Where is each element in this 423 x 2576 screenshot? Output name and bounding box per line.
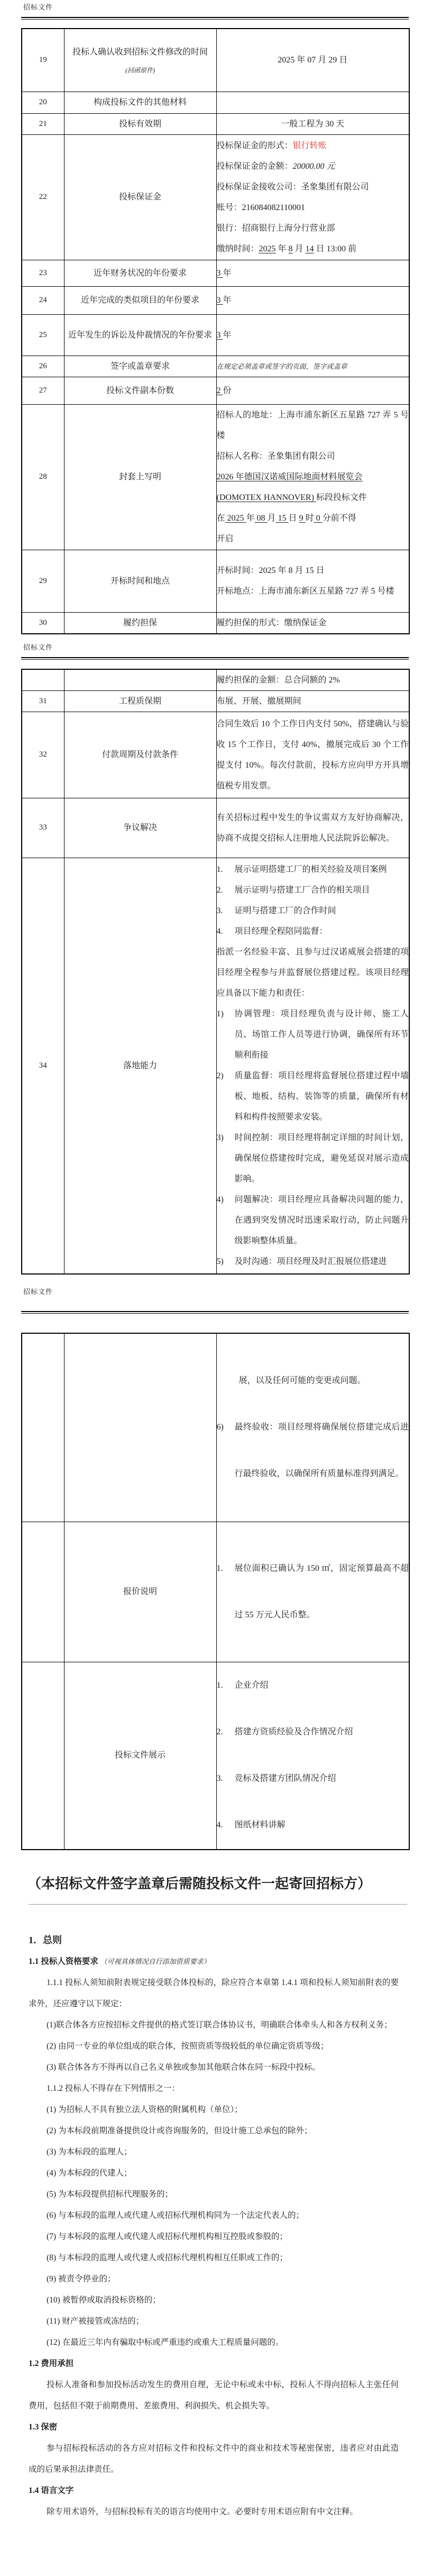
row-label-cell: 封套上写明	[64, 404, 216, 550]
capability-subitem: 3) 时间控制：项目经理将制定详细的时间计划，确保展位搭建按时完成，避免延误对展示造成影响。	[216, 1133, 409, 1184]
row-value-cell	[216, 1522, 409, 1662]
row-number-cell: 24	[22, 286, 64, 314]
row-value-cell: 一般工程为 30 天	[216, 113, 409, 134]
capability-item: 3. 证明与搭建工厂的合作时间	[216, 906, 336, 916]
row-label-cell: 履约担保	[64, 612, 216, 634]
capability-item: 1. 展示证明搭建工厂的相关经验及项目案例	[216, 865, 387, 875]
display-item: 4. 图纸材料讲解	[216, 1821, 286, 1830]
deposit-account-line: 账号：216084082110001	[216, 203, 305, 212]
table-row	[22, 260, 409, 286]
row-number-cell: 31	[22, 690, 64, 712]
header-rule	[21, 1311, 409, 1314]
clause-1-1-1-item: (3) 联合体各方不得再以自己名义单独或参加其他联合体在同一标段中投标。	[47, 2063, 320, 2072]
table-row	[22, 314, 409, 356]
subsection-1-4-heading: 1.4 语言文字	[29, 2486, 74, 2495]
row-label-cell: 构成投标文件的其他材料	[64, 92, 216, 113]
subsection-1-1-heading: 1.1 投标人资格要求 （可视具体情况自行添加资质要求）	[29, 1957, 210, 1966]
seal-requirement-text: 在规定必须盖章或签字的页面，签字或盖章	[216, 362, 347, 370]
envelope-name-line: 招标人名称：圣象集团有限公司	[216, 452, 335, 461]
table-row	[22, 377, 409, 404]
envelope-open-line: 开启	[216, 534, 234, 543]
row-value-cell: 3 年	[216, 314, 409, 356]
row-value-cell	[216, 858, 409, 1274]
open-place-line: 开标地点：上海市浦东新区五星路 727 弄 5 号楼	[216, 587, 394, 596]
row-label-cell: 工程质保期	[64, 690, 216, 712]
display-item: 2. 搭建方资质经验及合作情况介绍	[216, 1727, 353, 1737]
row-label-cell: 近年发生的诉讼及仲裁情况的年份要求	[64, 314, 216, 356]
capability-item: 4. 项目经理全程陪同监督：	[216, 927, 328, 936]
clause-1-1-1-item: (1)联合体各方应按招标文件提供的格式签订联合体协议书，明确联合体牵头人和各方权利义务；	[47, 2020, 392, 2029]
page-header: 招标文件	[23, 3, 53, 11]
table-row	[22, 92, 409, 113]
table-row	[22, 1333, 409, 1522]
clause-1-1-2-item: (11) 财产被接管或冻结的；	[47, 2317, 144, 2326]
row-number-cell: 33	[22, 798, 64, 858]
general-provisions-section	[29, 1929, 399, 2523]
deposit-form-line: 投标保证金的形式：银行转账	[216, 141, 327, 150]
capability-item: 2. 展示证明与搭建工厂合作的相关项目	[216, 886, 370, 895]
table-row	[22, 29, 409, 92]
clause-1-1-1: 1.1.1 投标人须知前附表规定接受联合体投标的，除应符合本章第 1.4.1 项和投标人须知前附表的要求外，还应遵守以下规定：	[29, 1978, 399, 2008]
capability-subitem: 4) 问题解决：项目经理应具备解决问题的能力，在遇到突发情况时迅速采取行动，防止问题升级影响整体质量。	[216, 1195, 409, 1246]
clause-1-1-2: 1.1.2 投标人不得存在下列情形之一：	[47, 2084, 180, 2093]
row-number-cell: 32	[22, 712, 64, 798]
row-label-cell: 投标文件展示	[64, 1662, 216, 1850]
envelope-address-line: 招标人的地址：上海市浦东新区五星路 727 弄 5 号楼	[216, 411, 409, 440]
capability-subitem: 6) 最终验收：项目经理将确保展位搭建完成后进行最终验收，以确保所有质量标准得到满足。	[216, 1423, 409, 1479]
row-label-cell: 投标有效期	[64, 113, 216, 134]
table-row	[22, 858, 409, 1274]
row-number-cell: 23	[22, 260, 64, 286]
row-value-cell	[216, 404, 409, 550]
header-rule	[21, 657, 409, 660]
open-time-line: 开标时间：2025 年 8 月 15 日	[216, 566, 325, 575]
row-number-cell	[22, 1662, 64, 1850]
row-label-cell	[64, 29, 216, 92]
row-label-cell: 投标保证金	[64, 134, 216, 260]
row-label-cell: 付款周期及付款条件	[64, 712, 216, 798]
table-row	[22, 669, 409, 691]
row-value-cell	[216, 134, 409, 260]
row-number-cell	[22, 669, 64, 691]
clause-1-1-2-item: (2) 为本标段前期准备提供设计或咨询服务的，但设计施工总承包的除外；	[47, 2126, 312, 2135]
row-value-cell: 有关招标过程中发生的争议需双方友好协商解决，协商不成提交招标人注册地人民法院诉讼解决。	[216, 798, 409, 858]
row-number-cell: 28	[22, 404, 64, 550]
quote-item: 1. 展位面积已确认为 150 ㎡，固定预算最高不超过 55 万元人民币整。	[216, 1563, 409, 1619]
row-value-cell	[216, 1333, 409, 1522]
row-value-cell: 3 年	[216, 260, 409, 286]
row-label-cell: 近年财务状况的年份要求	[64, 260, 216, 286]
table-row	[22, 690, 409, 712]
table-row	[22, 286, 409, 314]
deposit-amount-value: 20000.00 元	[292, 161, 335, 171]
row-number-cell: 27	[22, 377, 64, 404]
row-number-cell: 30	[22, 612, 64, 634]
row-value-cell: 合同生效后 10 个工作日内支付 50%，搭建确认与验收 15 个工作日，支付 40%，撤展完成后 30 个工作提支付 10%。每次付款前，投标方应向甲方开具增值税专用发票。	[216, 712, 409, 798]
section-heading: 1．总则	[29, 1935, 62, 1945]
display-item: 1. 企业介绍	[216, 1681, 269, 1690]
clause-1-1-2-item: (10) 被暂停或取消投标资格的；	[47, 2296, 161, 2305]
deposit-bank-line: 银行：招商银行上海分行营业部	[216, 223, 335, 233]
clause-1-1-2-item: (9) 被责令停业的；	[47, 2274, 116, 2283]
row-label-cell: 报价说明	[64, 1522, 216, 1662]
subsection-1-3-heading: 1.3 保密	[29, 2423, 58, 2432]
subsection-note: （可视具体情况自行添加资质要求）	[100, 1958, 210, 1965]
table-row	[22, 550, 409, 612]
deposit-amount-line: 投标保证金的金额：20000.00 元	[216, 161, 335, 171]
clause-1-4-text: 除专用术语外，与招标投标有关的语言均使用中文。必要时专用术语应附有中文注释。	[47, 2507, 358, 2516]
bid-conditions-table-3	[21, 1333, 410, 1850]
row-label-cell: 开标时间和地点	[64, 550, 216, 612]
row-label-cell: 签字或盖章要求	[64, 356, 216, 377]
envelope-deadline-line: 在 2025 年 08 月 15 日 9 时 0 分前不得	[216, 514, 356, 523]
table-row	[22, 612, 409, 634]
deposit-company-line: 投标保证金接收公司：圣象集团有限公司	[216, 182, 369, 192]
table-row	[22, 798, 409, 858]
clause-1-1-2-item: (7) 与本标段的监理人或代建人或招标代理机构相互控股或参股的；	[47, 2232, 288, 2241]
envelope-section-line: (DOMOTEX HANNOVER) 标段投标文件	[216, 493, 367, 502]
capability-subitem: 5) 及时沟通：项目经理及时汇报展位搭建进	[216, 1257, 387, 1267]
capability-subitem: 2) 质量监督：项目经理将监督展位搭建过程中墙板、地板、结构、装饰等的质量，确保所有材料和构件按照要求安装。	[216, 1071, 409, 1122]
row-number-cell: 26	[22, 356, 64, 377]
capability-subitem: 1) 协调管理：项目经理负责与设计师、施工人员、场馆工作人员等进行协调，确保所有环节顺利衔接	[216, 1009, 409, 1060]
header-rule	[21, 17, 409, 20]
divider	[29, 1904, 407, 1905]
row-label-cell: 近年完成的类似项目的年份要求	[64, 286, 216, 314]
page-header: 招标文件	[23, 643, 53, 651]
row-number-cell: 21	[22, 113, 64, 134]
document-page	[0, 3, 423, 2523]
row-value-cell	[216, 356, 409, 377]
table-row	[22, 712, 409, 798]
row-label-cell: 争议解决	[64, 798, 216, 858]
row-value-cell	[216, 92, 409, 113]
bid-conditions-table-2	[21, 669, 410, 1275]
clause-1-1-2-item: (5) 为本标段提供招标代理服务的；	[47, 2190, 173, 2199]
clause-1-1-2-item: (8) 与本标段的监理人或代建人或招标代理机构相互任职或工作的；	[47, 2253, 288, 2262]
row-number-cell: 29	[22, 550, 64, 612]
row-number-cell: 20	[22, 92, 64, 113]
row-label-cell: 投标文件副本份数	[64, 377, 216, 404]
row-value-cell: 布展、开展、撤展期间	[216, 690, 409, 712]
table-row	[22, 404, 409, 550]
clause-1-3-text: 参与招标投标活动的各方应对招标文件和投标文件中的商业和技术等秘密保密，违者应对由此造成的后果承担法律责任。	[29, 2444, 399, 2474]
clause-1-2-text: 投标人准备和参加投标活动发生的费用自理，无论中标或未中标，投标人不得向招标人主张任何费用，包括但不限于前期费用、差旅费用、利润损失、机会损失等。	[29, 2380, 399, 2410]
envelope-project-line: 2026 年德国汉诺威国际地面材料展览会	[216, 472, 363, 481]
row-value-cell: 履约担保的金额：总合同额的 2%	[216, 669, 409, 691]
row-number-cell	[22, 1522, 64, 1662]
table-row	[22, 356, 409, 377]
row-label: 投标人确认收到招标文件修改的时间	[72, 48, 208, 57]
row-number-cell: 34	[22, 858, 64, 1274]
clause-1-1-2-item: (4) 为本标段的代建人；	[47, 2169, 132, 2178]
bid-conditions-table-1	[21, 28, 410, 634]
deposit-deadline-line: 缴纳时间：2025 年 8 月 14 日 13:00 前	[216, 244, 356, 253]
capability-paragraph: 指派一名经验丰富、且参与过汉诺威展会搭建的项目经理全程参与并监督展位搭建过程。该项目经理应具备以下能力和责任：	[216, 948, 409, 998]
row-label-note: (回函原件)	[125, 67, 155, 75]
clause-1-1-2-item: (3) 为本标段的监理人；	[47, 2147, 132, 2156]
row-number-cell: 25	[22, 314, 64, 356]
deposit-form-value: 银行转账	[292, 141, 327, 150]
row-value-cell: 2 份	[216, 377, 409, 404]
row-label-cell	[64, 669, 216, 691]
row-number-cell: 22	[22, 134, 64, 260]
subsection-1-2-heading: 1.2 费用承担	[29, 2359, 74, 2368]
clause-1-1-1-item: (2) 由同一专业的单位组成的联合体，按照资质等级较低的单位确定资质等级；	[47, 2042, 329, 2051]
page-header: 招标文件	[23, 1288, 53, 1296]
row-number-cell: 19	[22, 29, 64, 92]
table-row	[22, 113, 409, 134]
capability-continuation: 展，以及任何可能的变更或问题。	[238, 1376, 366, 1386]
table-row	[22, 1662, 409, 1850]
clause-1-1-2-item: (6) 与本标段的监理人或代建人或招标代理机构同为一个法定代表人的；	[47, 2211, 304, 2220]
display-item: 3. 竞标及搭建方团队情况介绍	[216, 1774, 336, 1783]
row-label-cell: 落地能力	[64, 858, 216, 1274]
clause-1-1-2-item: (12) 在最近三年内有骗取中标或严重违约或重大工程质量问题的。	[47, 2338, 284, 2347]
row-label-cell	[64, 1333, 216, 1522]
return-notice: （本招标文件签字盖章后需随投标文件一起寄回招标方）	[27, 1876, 372, 1891]
table-row	[22, 1522, 409, 1662]
table-row	[22, 134, 409, 260]
row-value-cell: 3 年	[216, 286, 409, 314]
row-number-cell	[22, 1333, 64, 1522]
row-value-cell: 履约担保的形式：缴纳保证金	[216, 612, 409, 634]
clause-1-1-2-item: (1) 为招标人不具有独立法人资格的附属机构（单位）；	[47, 2105, 243, 2114]
row-value-cell	[216, 550, 409, 612]
row-value-cell: 2025 年 07 月 29 日	[216, 29, 409, 92]
row-value-cell	[216, 1662, 409, 1850]
